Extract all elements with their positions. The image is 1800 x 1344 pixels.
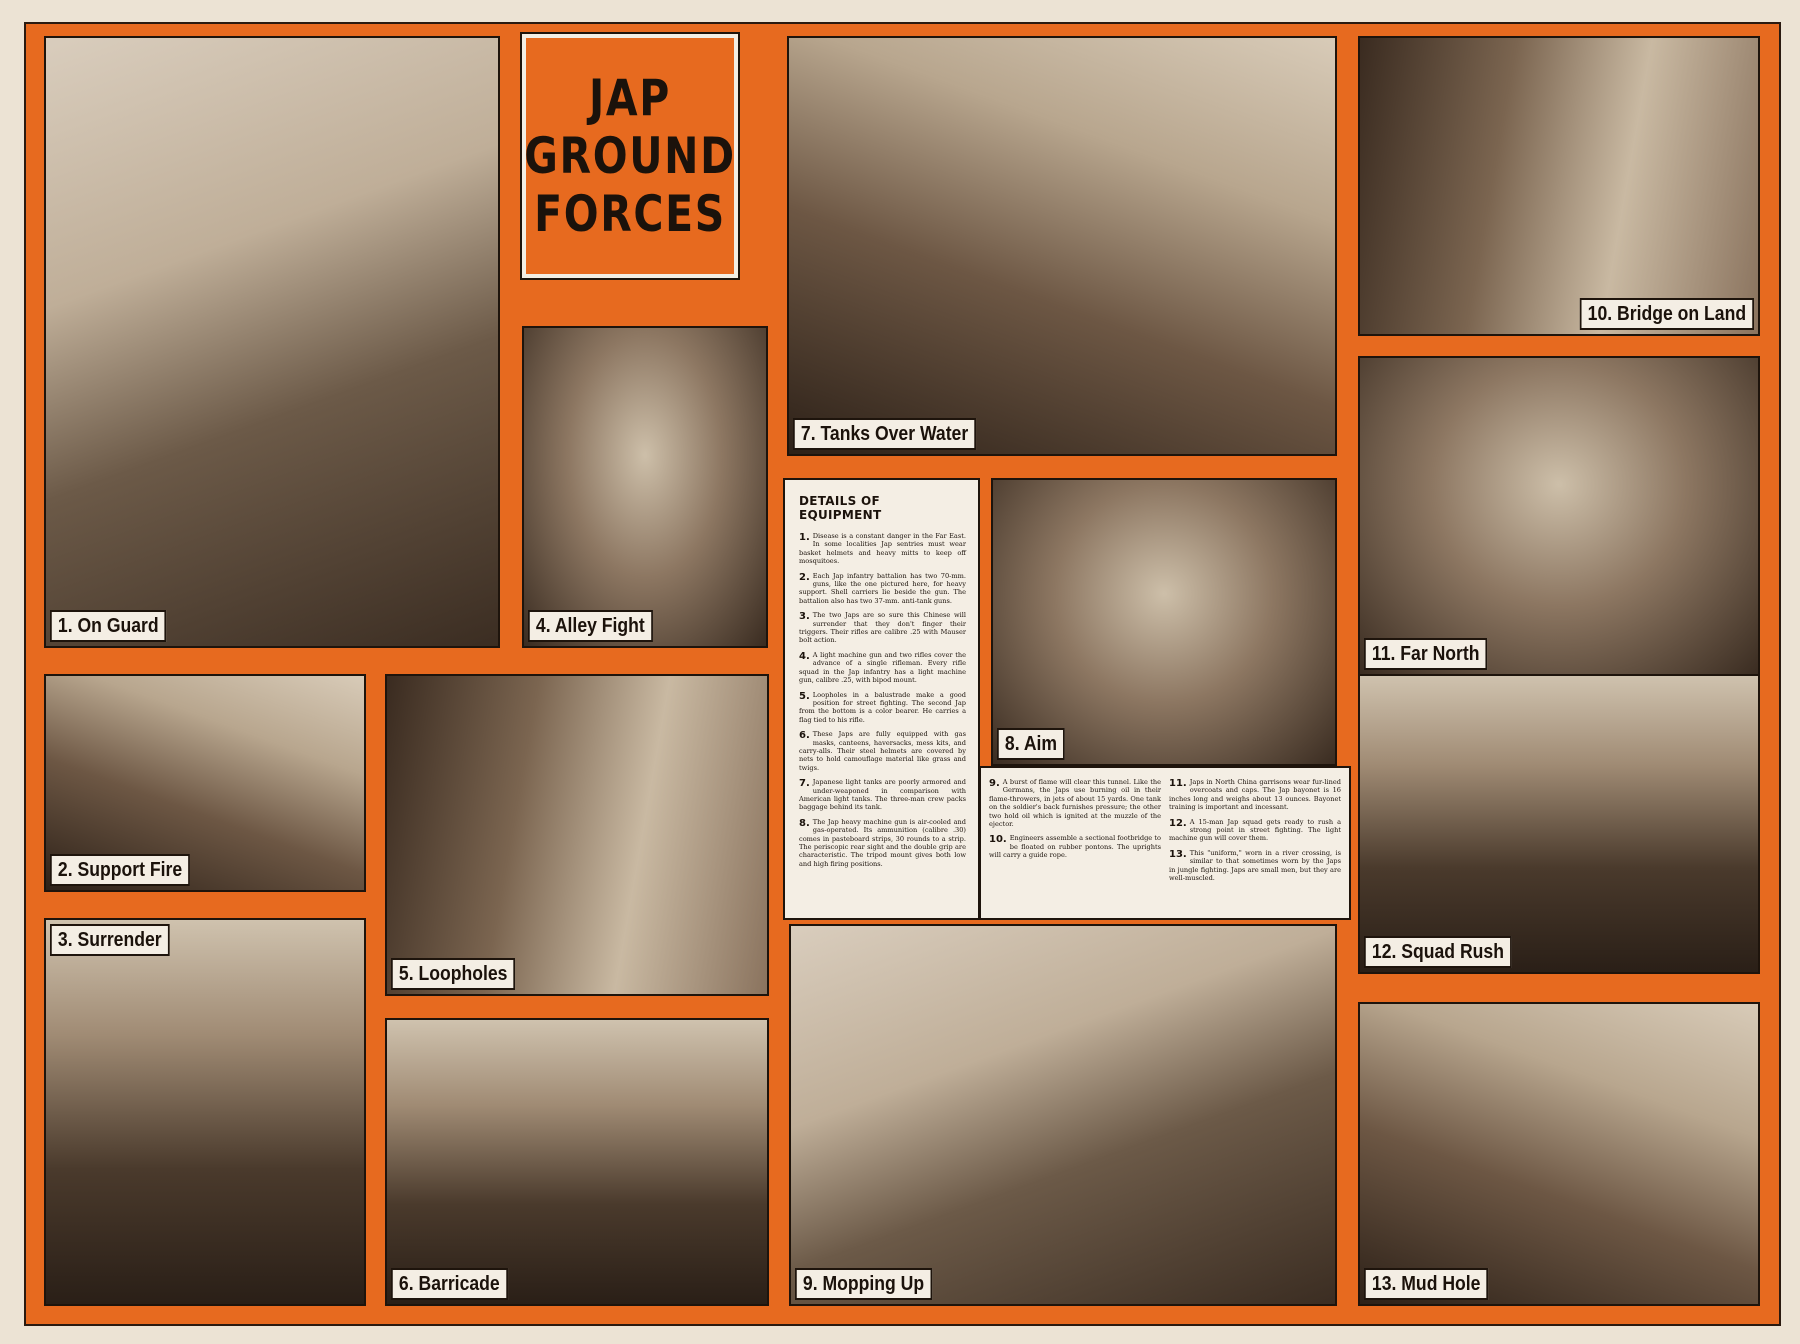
equipment-note xyxy=(799,691,966,725)
note-number: 8. xyxy=(799,817,810,829)
title-line: JAP xyxy=(589,69,671,127)
note-text: A light machine gun and two rifles cover the advance of a single rifleman. Every rifle squad in the Jap infantry has a light machine gun, calibre .25, with bipod mount. xyxy=(799,650,966,685)
note-text: The Jap heavy machine gun is air-cooled and gas-operated. Its ammunition (calibre .30) comes in pasteboard strips, 30 rounds to a strip. The periscopic rear sight and the double grip are characteristic. The tripod mount gives both low and high firing positions. xyxy=(799,817,966,868)
photo-alley-fight xyxy=(524,328,766,646)
note-number: 1. xyxy=(799,532,810,543)
note-text: Japs in North China garrisons wear fur-lined overcoats and caps. The Jap bayonet is 16 inches long and weighs about 13 ounces. Bayonet training is important and incessant. xyxy=(1169,778,1341,812)
title-line: FORCES xyxy=(534,185,726,243)
photo-tanks-over-water xyxy=(789,38,1335,454)
panel-label: 7. Tanks Over Water xyxy=(793,418,976,450)
note-number: 6. xyxy=(799,730,810,742)
photo-surrender xyxy=(46,920,364,1304)
panel-label: 3. Surrender xyxy=(50,924,170,956)
poster xyxy=(24,22,1781,1326)
note-number: 5. xyxy=(799,690,810,702)
panel-label: 2. Support Fire xyxy=(50,854,190,886)
details-of-equipment xyxy=(783,478,980,920)
note-number: 4. xyxy=(799,650,810,662)
note-number: 11. xyxy=(1169,778,1187,789)
equipment-note xyxy=(1169,778,1341,812)
equipment-note xyxy=(799,532,966,566)
photo-panel-surrender xyxy=(44,918,366,1306)
panel-label: 6. Barricade xyxy=(391,1268,508,1300)
note-text: A burst of flame will clear this tunnel. Like the Germans, the Japs use burning oil in their flame-throwers, in jets of about 15 yards. One tank on the soldier's back furnishes pressure; the other two hold oil which is ignited at the muzzle of the ejector. xyxy=(989,778,1161,829)
note-number: 9. xyxy=(989,778,1000,789)
note-text: These Japs are fully equipped with gas masks, canteens, haversacks, mess kits, and carry-alls. Their steel helmets are covered by nets to hold camouflage material like grass and twigs. xyxy=(799,730,966,772)
photo-mopping-up xyxy=(791,926,1335,1304)
photo-on-guard xyxy=(46,38,498,646)
photo-far-north xyxy=(1360,358,1758,674)
panel-label: 9. Mopping Up xyxy=(795,1268,932,1300)
note-number: 12. xyxy=(1169,817,1187,829)
photo-squad-rush xyxy=(1360,676,1758,972)
note-text: Japanese light tanks are poorly armored and under-weaponed in comparison with American light tanks. The three-man crew packs baggage behind its tank. xyxy=(799,778,966,812)
equipment-note xyxy=(799,611,966,645)
panel-label: 1. On Guard xyxy=(50,610,167,642)
details-of-equipment-continued xyxy=(979,766,1351,920)
note-text: The two Japs are so sure this Chinese will surrender that they don't finger their triggers. Their rifles are calibre .25 with Mauser bolt action. xyxy=(799,611,966,645)
note-number: 3. xyxy=(799,611,810,623)
details-heading: DETAILS OF EQUIPMENT xyxy=(799,494,882,522)
note-number: 10. xyxy=(989,834,1007,846)
note-text: Engineers assemble a sectional footbridge to be floated on rubber pontons. The uprights will carry a guide rope. xyxy=(989,834,1161,860)
panel-label: 4. Alley Fight xyxy=(528,610,653,642)
panel-label: 12. Squad Rush xyxy=(1364,936,1512,968)
panel-label: 11. Far North xyxy=(1364,638,1487,670)
notes-column xyxy=(1169,778,1341,888)
equipment-note xyxy=(799,778,966,812)
equipment-note xyxy=(989,834,1161,859)
equipment-note xyxy=(989,778,1161,828)
photo-panel-tanks-over-water xyxy=(787,36,1337,456)
photo-panel-loopholes xyxy=(385,674,769,996)
note-text: Disease is a constant danger in the Far East. In some localities Jap sentries must wear basket helmets and heavy mitts to keep off mosquitoes. xyxy=(799,532,966,566)
equipment-note xyxy=(799,572,966,606)
photo-panel-squad-rush xyxy=(1358,674,1760,974)
photo-panel-bridge-on-land xyxy=(1358,36,1760,336)
photo-panel-on-guard xyxy=(44,36,500,648)
photo-panel-mud-hole xyxy=(1358,1002,1760,1306)
equipment-note xyxy=(799,818,966,868)
photo-panel-mopping-up xyxy=(789,924,1337,1306)
notes-column xyxy=(989,778,1161,888)
note-text: Loopholes in a balustrade make a good position for street fighting. The second Jap from the bottom is a color bearer. He carries a flag tied to his rifle. xyxy=(799,690,966,724)
photo-loopholes xyxy=(387,676,767,994)
note-text: A 15-man Jap squad gets ready to rush a strong point in street fighting. The light machine gun will cover them. xyxy=(1169,817,1341,843)
note-number: 2. xyxy=(799,571,810,583)
photo-panel-far-north xyxy=(1358,356,1760,676)
title-line: GROUND xyxy=(524,127,736,185)
equipment-note xyxy=(1169,818,1341,843)
equipment-note xyxy=(799,651,966,685)
photo-panel-aim xyxy=(991,478,1337,766)
photo-mud-hole xyxy=(1360,1004,1758,1304)
photo-bridge-on-land xyxy=(1360,38,1758,334)
panel-label: 13. Mud Hole xyxy=(1364,1268,1488,1300)
poster-title xyxy=(522,34,738,278)
photo-aim xyxy=(993,480,1335,764)
photo-barricade xyxy=(387,1020,767,1304)
photo-panel-barricade xyxy=(385,1018,769,1306)
photo-panel-alley-fight xyxy=(522,326,768,648)
panel-label: 5. Loopholes xyxy=(391,958,515,990)
note-text: Each Jap infantry battalion has two 70-mm. guns, like the one pictured here, for heavy support. Shell carriers lie beside the gun. The battalion also has two 37-mm. anti-tank guns. xyxy=(799,571,966,605)
equipment-note xyxy=(799,730,966,772)
equipment-note xyxy=(1169,849,1341,883)
note-number: 7. xyxy=(799,778,810,790)
note-text: This "uniform," worn in a river crossing, is similar to that sometimes worn by the Japs in jungle fighting. Japs are small men, but they are well-muscled. xyxy=(1169,848,1341,883)
panel-label: 8. Aim xyxy=(997,728,1065,760)
panel-label: 10. Bridge on Land xyxy=(1580,298,1754,330)
note-number: 13. xyxy=(1169,848,1187,860)
photo-panel-support-fire xyxy=(44,674,366,892)
